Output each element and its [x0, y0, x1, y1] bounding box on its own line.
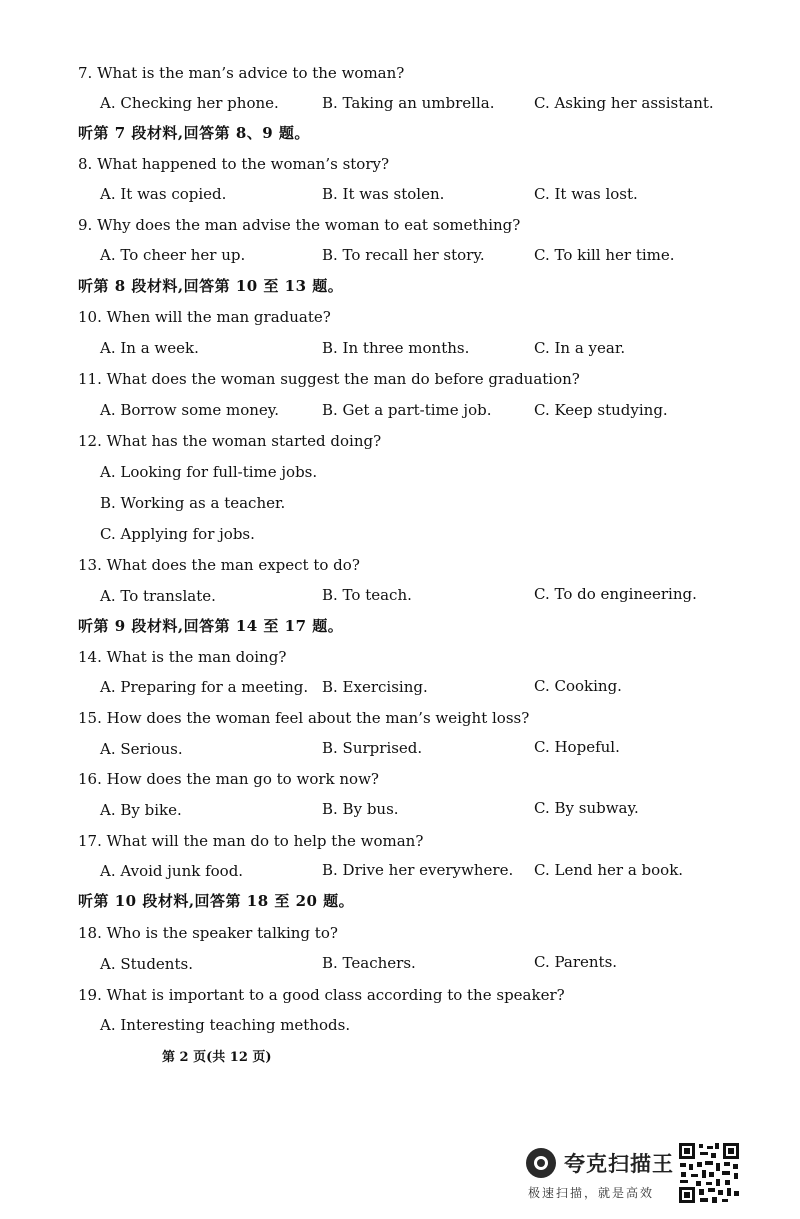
- watermark-name: 夸克扫描王: [564, 1152, 674, 1176]
- question-15: 15. How does the woman feel about the man’s weight loss?: [78, 709, 530, 727]
- q7-option-c: C. Asking her assistant.: [534, 94, 714, 112]
- question-17: 17. What will the man do to help the woman?: [78, 832, 424, 850]
- q11-option-b: B. Get a part-time job.: [322, 401, 492, 419]
- quark-logo-icon: [526, 1148, 556, 1178]
- question-8: 8. What happened to the woman’s story?: [78, 155, 390, 173]
- q12-option-c: C. Applying for jobs.: [100, 525, 255, 543]
- q12-option-a: A. Looking for full-time jobs.: [100, 463, 318, 481]
- q9-option-c: C. To kill her time.: [534, 246, 675, 264]
- question-12: 12. What has the woman started doing?: [78, 432, 382, 450]
- q7-option-a: A. Checking her phone.: [100, 94, 279, 112]
- section-heading-8: 听第 8 段材料,回答第 10 至 13 题。: [78, 277, 344, 295]
- q14-option-a: A. Preparing for a meeting.: [100, 678, 309, 696]
- q8-option-c: C. It was lost.: [534, 185, 638, 203]
- watermark-slogan: 极速扫描，就是高效: [528, 1186, 655, 1200]
- q12-option-b: B. Working as a teacher.: [100, 494, 286, 512]
- q17-option-a: A. Avoid junk food.: [100, 862, 244, 880]
- q17-option-b: B. Drive her everywhere.: [322, 861, 514, 879]
- q16-option-b: B. By bus.: [322, 800, 399, 818]
- q13-option-a: A. To translate.: [100, 587, 216, 605]
- section-heading-9: 听第 9 段材料,回答第 14 至 17 题。: [78, 617, 344, 635]
- q19-option-a: A. Interesting teaching methods.: [100, 1016, 351, 1034]
- section-heading-10: 听第 10 段材料,回答第 18 至 20 题。: [78, 892, 355, 910]
- q13-option-b: B. To teach.: [322, 586, 412, 604]
- q10-option-b: B. In three months.: [322, 339, 470, 357]
- q14-option-b: B. Exercising.: [322, 678, 428, 696]
- q9-option-b: B. To recall her story.: [322, 246, 485, 264]
- q15-option-c: C. Hopeful.: [534, 738, 620, 756]
- q16-option-a: A. By bike.: [100, 801, 182, 819]
- question-13: 13. What does the man expect to do?: [78, 556, 360, 574]
- q18-option-b: B. Teachers.: [322, 954, 416, 972]
- scanner-watermark: [526, 1144, 676, 1204]
- question-16: 16. How does the man go to work now?: [78, 770, 379, 788]
- question-11: 11. What does the woman suggest the man do before graduation?: [78, 370, 580, 388]
- q16-option-c: C. By subway.: [534, 799, 639, 817]
- page-number: 第 2 页(共 12 页): [162, 1050, 272, 1065]
- q17-option-c: C. Lend her a book.: [534, 861, 684, 879]
- qr-code-icon: [678, 1142, 740, 1204]
- q15-option-a: A. Serious.: [100, 740, 183, 758]
- q10-option-c: C. In a year.: [534, 339, 626, 357]
- q14-option-c: C. Cooking.: [534, 677, 622, 695]
- q11-option-a: A. Borrow some money.: [100, 401, 280, 419]
- question-9: 9. Why does the man advise the woman to eat something?: [78, 216, 521, 234]
- q18-option-c: C. Parents.: [534, 953, 618, 971]
- q15-option-b: B. Surprised.: [322, 739, 423, 757]
- question-14: 14. What is the man doing?: [78, 648, 287, 666]
- section-heading-7: 听第 7 段材料,回答第 8、9 题。: [78, 124, 310, 142]
- q8-option-a: A. It was copied.: [100, 185, 227, 203]
- q13-option-c: C. To do engineering.: [534, 585, 697, 603]
- question-18: 18. Who is the speaker talking to?: [78, 924, 338, 942]
- q8-option-b: B. It was stolen.: [322, 185, 445, 203]
- question-10: 10. When will the man graduate?: [78, 308, 331, 326]
- q11-option-c: C. Keep studying.: [534, 401, 668, 419]
- q10-option-a: A. In a week.: [100, 339, 199, 357]
- question-19: 19. What is important to a good class according to the speaker?: [78, 986, 565, 1004]
- q18-option-a: A. Students.: [100, 955, 193, 973]
- q7-option-b: B. Taking an umbrella.: [322, 94, 495, 112]
- question-7: 7. What is the man’s advice to the woman?: [78, 64, 405, 82]
- q9-option-a: A. To cheer her up.: [100, 246, 246, 264]
